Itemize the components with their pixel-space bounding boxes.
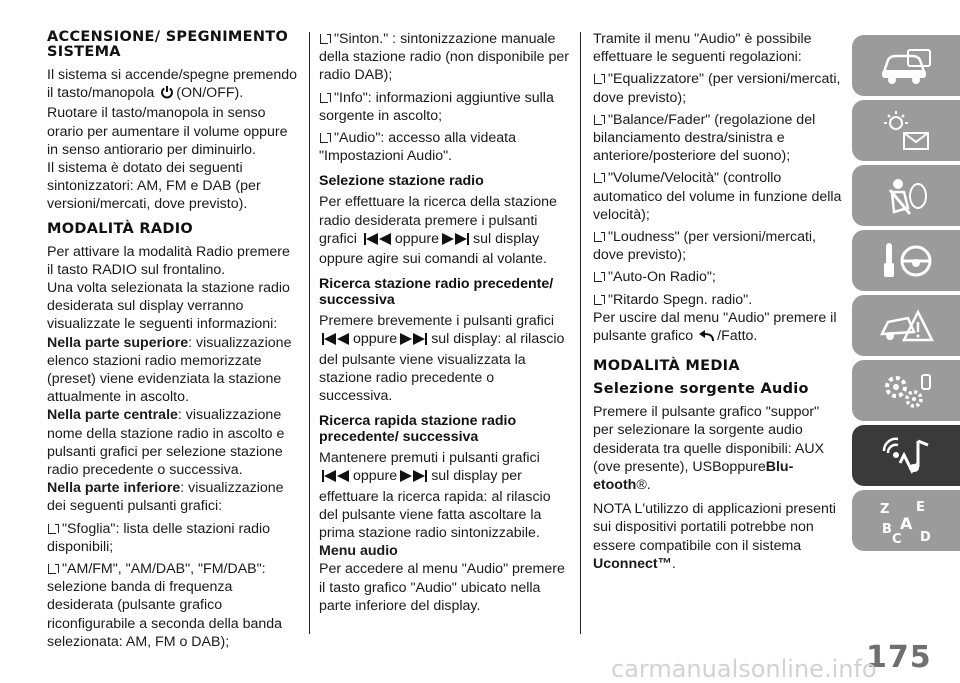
svg-text:C: C (892, 531, 902, 545)
paragraph: Mantenere premuti i pulsanti grafici oppure sul display per effettuare la ricerca rapida: al rilascio del pulsante viene fatta ascoltare la prima stazione radio sintonizzabile. (319, 450, 551, 542)
column-1 (47, 30, 299, 651)
bullet-icon (320, 93, 328, 103)
heading-ricerca-stazione: Ricerca stazione radio precedente/ successiva (319, 276, 554, 309)
safety-airbag-icon (878, 174, 934, 218)
page-number: 175 (866, 640, 932, 675)
paragraph: Nella parte inferiore: visualizzazione dei seguenti pulsanti grafici: (47, 480, 284, 515)
chapter-tabs (852, 35, 960, 555)
column-3 (593, 30, 843, 573)
list-item: "Audio": accesso alla videata "Impostazioni Audio". (319, 130, 517, 165)
paragraph: Tramite il menu "Audio" è possibile effettuare le seguenti regolazioni: (593, 31, 812, 66)
list-item: "Volume/Velocità" (controllo automatico del volume in funzione della velocità); (593, 170, 842, 223)
watermark: carmanualsonline.info (611, 655, 877, 683)
tab-safety[interactable] (852, 165, 960, 226)
list-item: "Balance/Fader" (regolazione del bilanciamento destra/sinistra e anteriore/posteriore del suono); (593, 111, 816, 165)
heading-accensione: ACCENSIONE/ SPEGNIMENTO SISTEMA (47, 29, 289, 60)
bullet-icon (594, 295, 602, 305)
paragraph: Premere il pulsante grafico "suppor" per selezionare la sorgente audio desiderata tra quelle disponibili: AUX (ove presente), USBoppureBlu- etooth®. (593, 404, 825, 494)
tab-breakdown[interactable] (852, 295, 960, 356)
paragraph: NOTA L'utilizzo di applicazioni presenti sui dispositivi portatili potrebbe non essere compatibile con il sistema Uconnect™. (593, 501, 836, 572)
bullet-icon (594, 272, 602, 282)
bullet-icon (48, 564, 56, 574)
paragraph: Menu audio (319, 543, 398, 560)
alphabetical-index-icon (876, 497, 936, 545)
bullet-icon (594, 115, 602, 125)
paragraph: Per attivare la modalità Radio premere il tasto RADIO sul frontalino. (47, 243, 290, 278)
tab-car-overview[interactable] (852, 35, 960, 96)
paragraph: Ruotare il tasto/manopola in senso orario per aumentare il volume oppure in senso antiorario per diminuirlo. (47, 105, 288, 158)
list-item: "Ritardo Spegn. radio". (593, 291, 843, 309)
power-icon (160, 85, 174, 104)
list-item: "Sinton." : sintonizzazione manuale della stazione radio (non disponibile per radio DAB); (319, 31, 570, 84)
bullet-icon (320, 34, 328, 44)
tab-multimedia[interactable] (852, 425, 960, 486)
previous-track-icon (363, 232, 393, 250)
list-item: "Sfoglia": lista delle stazioni radio disponibili; (47, 520, 271, 555)
svg-text:A: A (900, 513, 913, 533)
svg-text:Z: Z (880, 501, 890, 517)
multimedia-icon (878, 433, 934, 479)
paragraph: Per accedere al menu "Audio" premere il tasto grafico "Audio" ubicato nella parte inferiore del display. (319, 561, 565, 614)
tab-index[interactable] (852, 490, 960, 551)
bullet-icon (594, 232, 602, 242)
column-divider (580, 32, 581, 634)
bullet-icon (320, 133, 328, 143)
column-2 (319, 30, 571, 615)
svg-text:B: B (882, 521, 892, 537)
paragraph: Una volta selezionata la stazione radio desiderata sul display verranno visualizzate le seguenti informazioni: (47, 280, 290, 333)
tab-maintenance[interactable] (852, 360, 960, 421)
heading-modalita-radio: MODALITÀ RADIO (47, 220, 194, 237)
paragraph: Nella parte superiore: visualizzazione elenco stazioni radio memorizzate (preset) viene evidenziata la stazione attualmente in ascolto. (47, 334, 292, 406)
paragraph: Per uscire dal menu "Audio" premere il pulsante grafico /Fatto. (593, 309, 843, 347)
heading-ricerca-rapida: Ricerca rapida stazione radio precedente/ successiva (319, 413, 517, 446)
heading-selezione-stazione: Selezione stazione radio (319, 173, 484, 190)
bullet-icon (594, 173, 602, 183)
back-arrow-icon (699, 329, 715, 347)
list-item: "Auto-On Radio"; (593, 268, 843, 286)
paragraph: Premere brevemente i pulsanti grafici oppure sul display: al rilascio del pulsante viene visualizzata la stazione radio precedente o successiva. (319, 313, 565, 405)
bullet-icon (594, 74, 602, 84)
car-overview-icon (878, 46, 934, 86)
previous-track-icon (321, 469, 351, 487)
tab-key-steering[interactable] (852, 230, 960, 291)
bullet-icon (48, 524, 56, 534)
paragraph: Nella parte centrale: visualizzazione nome della stazione radio in ascolto e pulsanti grafici per selezione stazione radio precedente o successiva. (47, 407, 285, 479)
paragraph: Per effettuare la ricerca della stazione radio desiderata premere i pulsanti grafici oppure sul display oppure agire sui comandi al volante. (319, 194, 557, 268)
dashboard-lights-icon (878, 109, 934, 153)
svg-text:E: E (916, 499, 925, 515)
list-item: "AM/FM", "AM/DAB", "FM/DAB": selezione banda di frequenza desiderata (pulsante grafico riconfigurabile a seconda della banda selezionata: AM, FM o DAB); (47, 561, 283, 650)
next-track-icon (399, 469, 429, 487)
column-divider (309, 32, 310, 634)
heading-selezione-sorgente: Selezione sorgente Audio (593, 381, 809, 398)
maintenance-gears-icon (878, 369, 934, 413)
breakdown-warning-icon (878, 304, 934, 348)
key-steering-icon (878, 239, 934, 283)
tab-dashboard-lights[interactable] (852, 100, 960, 161)
next-track-icon (441, 232, 471, 250)
svg-text:D: D (920, 529, 931, 545)
list-item: "Info": informazioni aggiuntive sulla sorgente in ascolto; (319, 89, 554, 124)
list-item: "Loudness" (per versioni/mercati, dove previsto); (593, 229, 816, 264)
paragraph: Il sistema è dotato dei seguenti sintonizzatori: AM, FM e DAB (per versioni/mercati, dove previsto). (47, 160, 261, 213)
heading-modalita-media: MODALITÀ MEDIA (593, 358, 740, 375)
previous-track-icon (321, 332, 351, 350)
next-track-icon (399, 332, 429, 350)
list-item: "Equalizzatore" (per versioni/mercati, dove previsto); (593, 71, 841, 106)
paragraph: Il sistema si accende/spegne premendo il tasto/manopola (ON/OFF). (47, 66, 299, 104)
